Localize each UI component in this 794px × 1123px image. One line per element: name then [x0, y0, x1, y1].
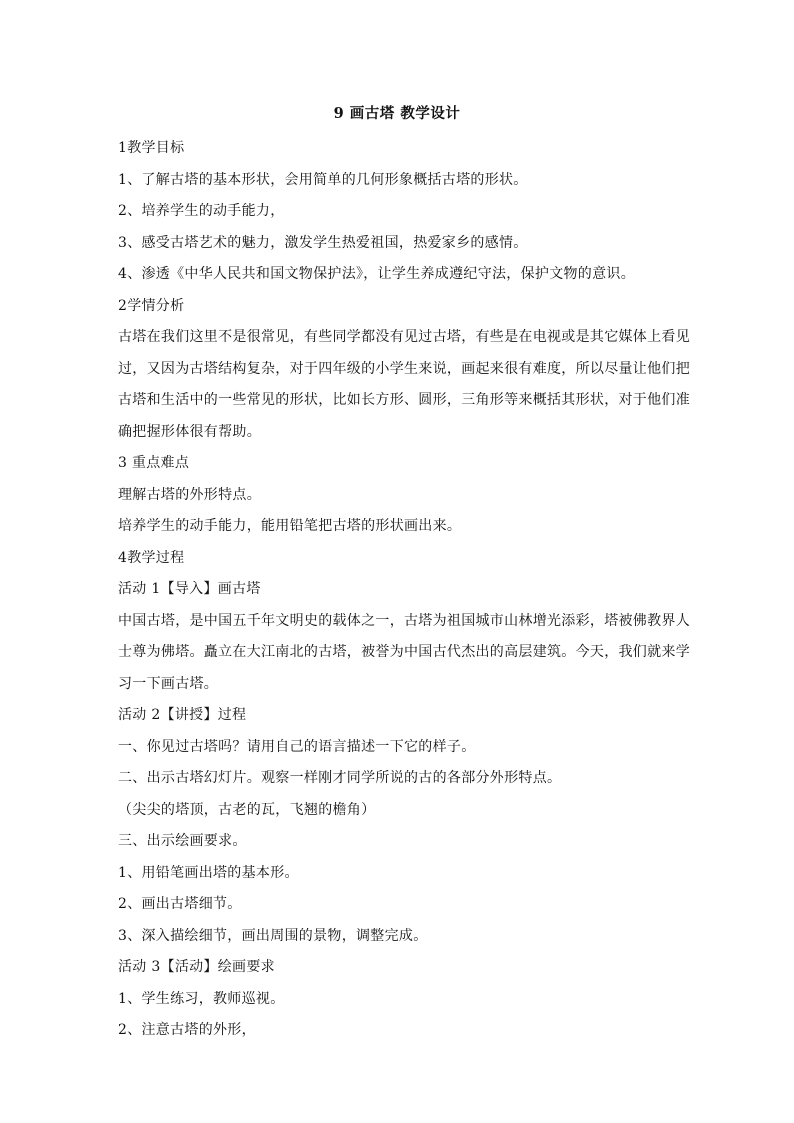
activity-2-heading: 活动 2【讲授】过程 — [118, 707, 247, 723]
activity-3-heading: 活动 3【活动】绘画要求 — [118, 959, 275, 975]
section-heading-process: 4教学过程 — [118, 549, 185, 566]
document-title: 9 画古塔 教学设计 — [333, 105, 461, 122]
section-heading-key-points: 3 重点难点 — [118, 455, 190, 471]
activity-2-step: 一、你见过古塔吗？请用自己的语言描述一下它的样子。 — [118, 738, 476, 755]
analysis-text-line: 古塔在我们这里不是很常见，有些同学都没有见过古塔，有些是在电视或是其它媒体上看见 — [118, 329, 690, 345]
key-point-item: 培养学生的动手能力，能用铅笔把古塔的形状画出来。 — [118, 518, 462, 534]
analysis-text-line: 确把握形体很有帮助。 — [118, 423, 261, 440]
activity-3-item: 2、注意古塔的外形， — [118, 1022, 256, 1038]
activity-3-item: 1、学生练习，教师巡视。 — [118, 990, 285, 1007]
activity-2-step: 三、出示绘画要求。 — [118, 833, 247, 849]
activity-1-text-line: 习一下画古塔。 — [118, 675, 219, 692]
analysis-text-line: 古塔和生活中的一些常见的形状，比如长方形、圆形，三角形等来概括其形状，对于他们准 — [118, 392, 690, 408]
activity-1-text-line: 中国古塔，是中国五千年文明史的载体之一，古塔为祖国城市山林增光添彩，塔被佛教界人 — [118, 612, 690, 629]
analysis-text-line: 过，又因为古塔结构复杂，对于四年级的小学生来说，画起来很有难度，所以尽量让他们把 — [118, 360, 690, 377]
activity-2-note: （尖尖的塔顶，古老的瓦，飞翘的檐角） — [118, 801, 376, 818]
section-heading-analysis: 2学情分析 — [118, 297, 185, 314]
objective-item-4: 4、渗透《中华人民共和国文物保护法》，让学生养成遵纪守法，保护文物的意识。 — [118, 266, 636, 282]
drawing-requirement-item: 1、用铅笔画出塔的基本形。 — [118, 864, 299, 881]
section-heading-objectives: 1教学目标 — [118, 140, 185, 156]
objective-item-2: 2、培养学生的动手能力， — [118, 203, 285, 219]
activity-1-heading: 活动 1【导入】画古塔 — [118, 581, 261, 597]
drawing-requirement-item: 3、深入描绘细节，画出周围的景物，调整完成。 — [118, 927, 428, 944]
objective-item-3: 3、感受古塔艺术的魅力，激发学生热爱祖国，热爱家乡的感情。 — [118, 234, 528, 251]
document-body — [118, 133, 690, 1047]
activity-2-step: 二、出示古塔幻灯片。观察一样刚才同学所说的古的各部分外形特点。 — [118, 770, 562, 786]
objective-item-1: 1、了解古塔的基本形状，会用简单的几何形象概括古塔的形状。 — [118, 171, 528, 188]
activity-1-text-line: 士尊为佛塔。矗立在大江南北的古塔，被誉为中国古代杰出的高层建筑。今天，我们就来学 — [118, 644, 690, 660]
drawing-requirement-item: 2、画出古塔细节。 — [118, 896, 242, 912]
key-point-item: 理解古塔的外形特点。 — [118, 486, 261, 503]
